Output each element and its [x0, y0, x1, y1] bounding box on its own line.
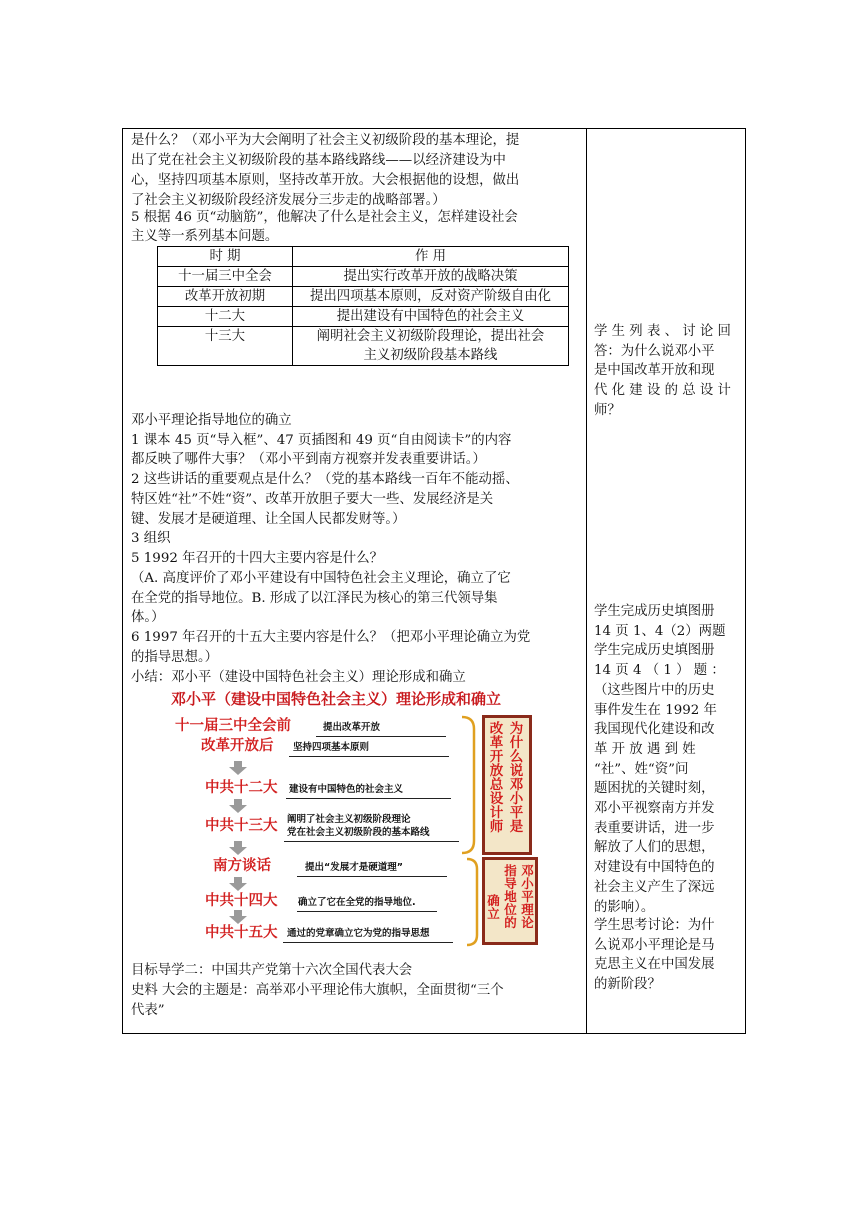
table-cell-role: 提出四项基本原则，反对资产阶级自由化	[293, 287, 569, 307]
student-activity-line: 的新阶段？	[594, 977, 661, 993]
student-activity-line: 题困扰的关键时刻，	[594, 781, 715, 797]
student-activity-line: 对建设有中国特色的	[594, 860, 715, 876]
event-label: 中共十三大	[205, 818, 278, 834]
table-header-period: 时 期	[158, 247, 293, 267]
summary-line: 小结：邓小平（建设中国特色社会主义）理论形成和确立	[131, 670, 466, 685]
table-row	[158, 327, 569, 366]
table-cell-period: 十三大	[158, 327, 293, 366]
column-divider	[586, 129, 587, 1033]
text-line: 都反映了哪件大事？（邓小平到南方视察并发表重要讲话。）	[131, 452, 486, 467]
text-line: 5 1992 年召开的十四大主要内容是什么？	[131, 551, 383, 566]
underline	[297, 911, 437, 912]
down-arrow-icon	[229, 761, 247, 775]
event-label: 改革开放后	[201, 738, 274, 754]
down-arrow-icon	[229, 910, 247, 924]
event-desc: 阐明了社会主义初级阶段理论	[287, 814, 411, 825]
text-line: 在全党的指导地位。B. 形成了以江泽民为核心的第三代领导集	[131, 591, 498, 606]
underline	[316, 736, 446, 737]
text-line: （A. 高度评价了邓小平建设有中国特色社会主义理论，确立了它	[131, 571, 511, 586]
table-cell-role: 提出建设有中国特色的社会主义	[293, 307, 569, 327]
underline	[284, 841, 459, 842]
diagram-title: 邓小平（建设中国特色社会主义）理论形成和确立	[171, 690, 502, 708]
student-activity-line: 革 开 放 遇 到 姓	[594, 741, 696, 757]
student-activity-line: 学生思考讨论：为什	[594, 918, 715, 933]
table-row	[158, 267, 569, 287]
scroll-text-col: 改革开放总设计师	[489, 721, 504, 835]
student-activity-line: 事件发生在 1992 年	[594, 702, 717, 718]
table-cell-period: 十一届三中全会	[158, 267, 293, 287]
scroll-text-col: 确立	[487, 893, 500, 921]
scroll-banner-1	[482, 715, 532, 855]
table-cell-period: 十二大	[158, 307, 293, 327]
student-activity-line: 我国现代化建设和改	[594, 722, 715, 738]
underline	[297, 876, 447, 877]
text-line: 的指导思想。）	[131, 650, 219, 665]
student-activity-line: 学生完成历史填图册	[594, 604, 715, 619]
student-activity-line: 是中国改革开放和现	[594, 363, 715, 379]
event-label: 中共十五大	[205, 925, 278, 941]
event-label: 南方谈话	[213, 858, 271, 874]
student-activity-line: 克思主义在中国发展	[594, 957, 715, 973]
student-activity-line: 14 页 1、4（2）两题	[594, 623, 726, 639]
text-line: 是什么？（邓小平为大会阐明了社会主义初级阶段的基本理论，提	[131, 133, 520, 148]
event-label: 中共十二大	[205, 780, 278, 796]
event-label: 中共十四大	[205, 893, 278, 909]
text-line: 心，坚持四项基本原则，坚持改革开放。大会根据他的设想，做出	[131, 173, 520, 188]
text-line: 5 根据 46 页“动脑筋”，他解决了什么是社会主义，怎样建设社会	[131, 210, 518, 225]
event-desc: 建设有中国特色的社会主义	[289, 784, 404, 795]
scroll-text-col: 指导地位的	[504, 863, 517, 930]
underline	[289, 756, 449, 757]
student-activity-line: 邓小平视察南方并发	[594, 801, 715, 816]
text-line: 3 组织	[131, 531, 171, 546]
theory-formation-diagram	[171, 689, 561, 949]
table-cell-role: 提出实行改革开放的战略决策	[293, 267, 569, 287]
event-desc: 提出“发展才是硬道理”	[305, 862, 403, 873]
event-label: 十一届三中全会前	[175, 718, 291, 734]
table-row	[158, 287, 569, 307]
text-line: 了社会主义初级阶段经济发展分三步走的战略部署。）	[131, 193, 446, 208]
text-line: 特区姓“社”不姓“资”、改革开放胆子要大一些、发展经济是关	[131, 492, 494, 507]
student-activity-line: 的影响）。	[594, 899, 655, 915]
student-activity-line: 答：为什么说邓小平	[594, 343, 715, 359]
bracket-shape	[460, 715, 480, 855]
section-title: 邓小平理论指导地位的确立	[131, 413, 292, 428]
student-activity-line: 师？	[594, 402, 621, 418]
student-activity-line: 表重要讲话，进一步	[594, 820, 715, 836]
text-line: 出了党在社会主义初级阶段的基本路线路线——以经济建设为中	[131, 153, 506, 168]
table-cell-period: 改革开放初期	[158, 287, 293, 307]
text-line: 体。）	[131, 610, 165, 625]
text-line: 6 1997 年召开的十五大主要内容是什么？（把邓小平理论确立为党	[131, 630, 531, 645]
event-desc: 确立了它在全党的指导地位.	[298, 897, 416, 908]
student-activity-line: 14 页 4 （ 1 ） 题 ：	[594, 663, 725, 679]
text-line: 主义等一系列基本问题。	[131, 229, 279, 244]
scroll-banner-2	[482, 857, 538, 945]
student-activity-line: 学 生 列 表 、 讨 论 回	[594, 324, 731, 339]
down-arrow-icon	[229, 841, 247, 855]
underline	[286, 798, 451, 799]
text-line: 1 课本 45 页“导入框”、47 页插图和 49 页“自由阅读卡”的内容	[131, 433, 512, 448]
underline	[283, 942, 453, 943]
event-desc: 提出改革开放	[323, 722, 381, 733]
student-activity-line: “社”、姓“资”问	[594, 761, 689, 777]
down-arrow-icon	[229, 877, 247, 891]
scroll-text-col: 邓小平理论	[521, 863, 534, 930]
student-activity-line: 社会主义产生了深远	[594, 879, 715, 895]
goal-heading: 目标导学二：中国共产党第十六次全国代表大会	[131, 963, 413, 978]
text-line: 2 这些讲话的重要观点是什么？（党的基本路线一百年不能动摇、	[131, 472, 519, 487]
student-activity-line: 学生完成历史填图册	[594, 643, 715, 659]
event-desc-extra: 党在社会主义初级阶段的基本路线	[287, 827, 430, 838]
event-desc: 通过的党章确立它为党的指导思想	[287, 928, 430, 939]
student-activity-line: 么说邓小平理论是马	[594, 937, 715, 953]
student-activity-line: 解放了人们的思想，	[594, 840, 715, 856]
student-activity-line: 代 化 建 设 的 总 设 计	[594, 383, 731, 399]
event-desc: 坚持四项基本原则	[293, 742, 370, 753]
text-line: 键、发展才是硬道理、让全国人民都发财等。）	[131, 512, 406, 527]
bracket-shape	[465, 857, 483, 947]
table-cell-role: 阐明社会主义初级阶段理论，提出社会主义初级阶段基本路线	[293, 327, 569, 366]
table-row	[158, 307, 569, 327]
table-header-role: 作 用	[293, 247, 569, 267]
material-line: 史料 大会的主题是：高举邓小平理论伟大旗帜，全面贯彻“三个	[131, 983, 504, 998]
material-line: 代表”	[131, 1003, 165, 1018]
down-arrow-icon	[229, 799, 247, 813]
scroll-text-col: 为什么说邓小平是	[509, 721, 524, 835]
period-role-table	[157, 246, 569, 366]
student-activity-line: （这些图片中的历史	[594, 682, 715, 698]
